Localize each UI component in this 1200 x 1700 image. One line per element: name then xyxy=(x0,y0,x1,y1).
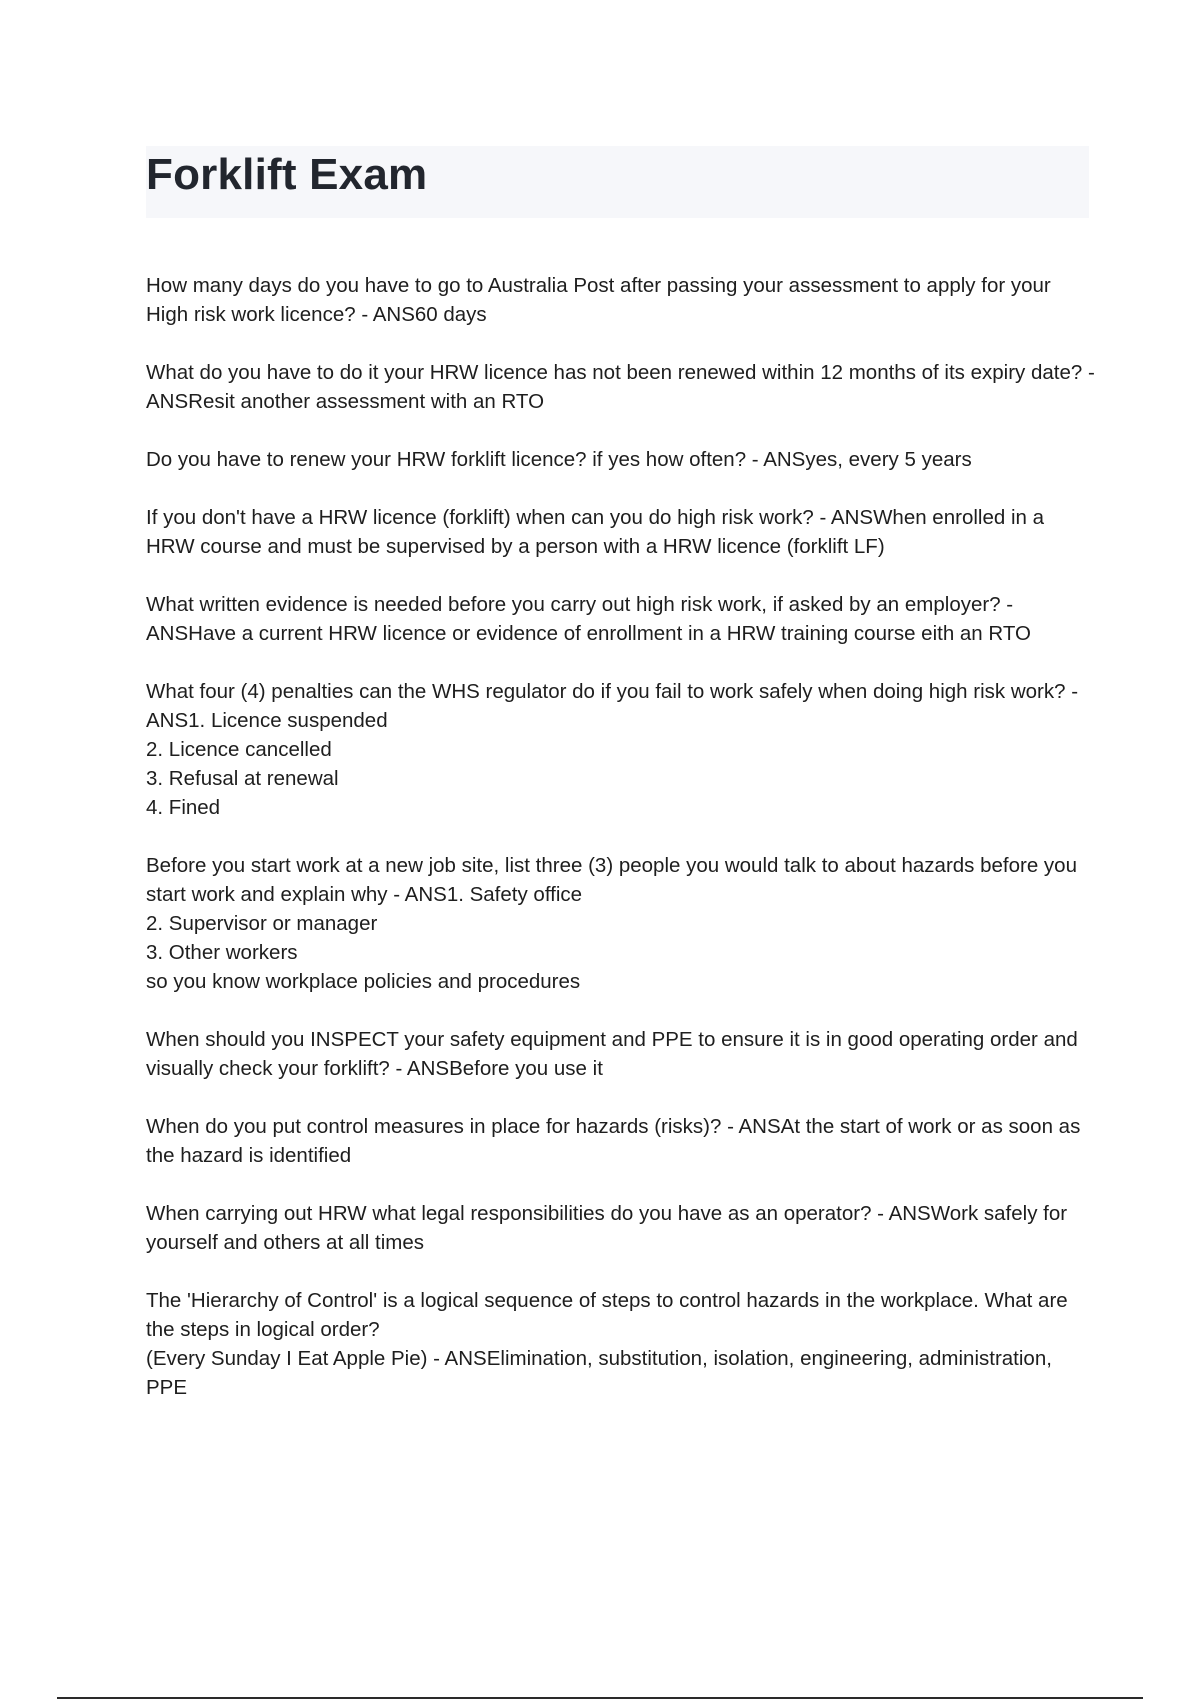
footer-divider xyxy=(57,1697,1143,1699)
qa-item xyxy=(146,1112,1096,1170)
question-text: What four (4) penalties can the WHS regulator do if you fail to work safely when doing high risk work? xyxy=(146,680,1066,703)
question-text: Do you have to renew your HRW forklift licence? if yes how often? xyxy=(146,448,747,471)
answer-text: When enrolled in a HRW course and must be supervised by a person with a HRW licence (forklift LF) xyxy=(146,506,1044,558)
qa-item xyxy=(146,445,1096,474)
question-text: If you don't have a HRW licence (forklift) when can you do high risk work? xyxy=(146,506,814,529)
answer-separator: - ANS xyxy=(146,361,1095,413)
answer-separator: - ANS xyxy=(871,1202,931,1225)
question-text: How many days do you have to go to Australia Post after passing your assessment to apply for your High risk work licence? xyxy=(146,274,1051,326)
qa-item xyxy=(146,1025,1096,1083)
question-text: The 'Hierarchy of Control' is a logical sequence of steps to control hazards in the workplace. What are the steps in logical order? (Every Sunday I Eat Apple Pie) xyxy=(146,1289,1068,1370)
answer-separator: - ANS xyxy=(146,593,1014,645)
answer-text: At the start of work or as soon as the hazard is identified xyxy=(146,1115,1081,1167)
qa-item xyxy=(146,271,1096,329)
answer-separator: - ANS xyxy=(427,1347,487,1370)
qa-item xyxy=(146,1199,1096,1257)
page-title: Forklift Exam xyxy=(146,150,428,199)
answer-text: Before you use it xyxy=(449,1057,603,1080)
answer-text: 60 days xyxy=(414,303,487,326)
answer-separator: - ANS xyxy=(387,883,447,906)
question-answer-list xyxy=(146,271,1096,1431)
answer-text: Elimination, substitution, isolation, engineering, administration, PPE xyxy=(146,1347,1052,1399)
answer-text: 1. Safety office 2. Supervisor or manager 3. Other workers so you know workplace policies and procedures xyxy=(146,883,583,993)
answer-separator: - ANS xyxy=(746,448,806,471)
qa-item xyxy=(146,1286,1096,1402)
answer-separator: - ANS xyxy=(355,303,415,326)
qa-item xyxy=(146,590,1096,648)
qa-item xyxy=(146,503,1096,561)
qa-item xyxy=(146,851,1096,996)
question-text: What written evidence is needed before you carry out high risk work, if asked by an employer? xyxy=(146,593,1001,616)
question-text: When carrying out HRW what legal responsibilities do you have as an operator? xyxy=(146,1202,872,1225)
question-text: When should you INSPECT your safety equipment and PPE to ensure it is in good operating order and visually check your forklift? xyxy=(146,1028,1078,1080)
question-text: Before you start work at a new job site, list three (3) people you would talk to about hazards before you start work and explain why xyxy=(146,854,1077,906)
answer-text: Have a current HRW licence or evidence of enrollment in a HRW training course eith an RTO xyxy=(188,622,1031,645)
answer-text: yes, every 5 years xyxy=(805,448,972,471)
qa-item xyxy=(146,677,1096,822)
answer-text: 1. Licence suspended 2. Licence cancelled 3. Refusal at renewal 4. Fined xyxy=(146,709,388,819)
answer-separator: - ANS xyxy=(813,506,874,529)
answer-text: Work safely for yourself and others at all times xyxy=(146,1202,1068,1254)
qa-item xyxy=(146,358,1096,416)
question-text: What do you have to do it your HRW licence has not been renewed within 12 months of its expiry date? xyxy=(146,361,1083,384)
answer-separator: - ANS xyxy=(389,1057,450,1080)
question-text: When do you put control measures in place for hazards (risks)? xyxy=(146,1115,722,1138)
answer-separator: - ANS xyxy=(721,1115,781,1138)
title-banner xyxy=(146,146,1089,218)
answer-separator: - ANS xyxy=(146,680,1079,732)
answer-text: Resit another assessment with an RTO xyxy=(188,390,545,413)
